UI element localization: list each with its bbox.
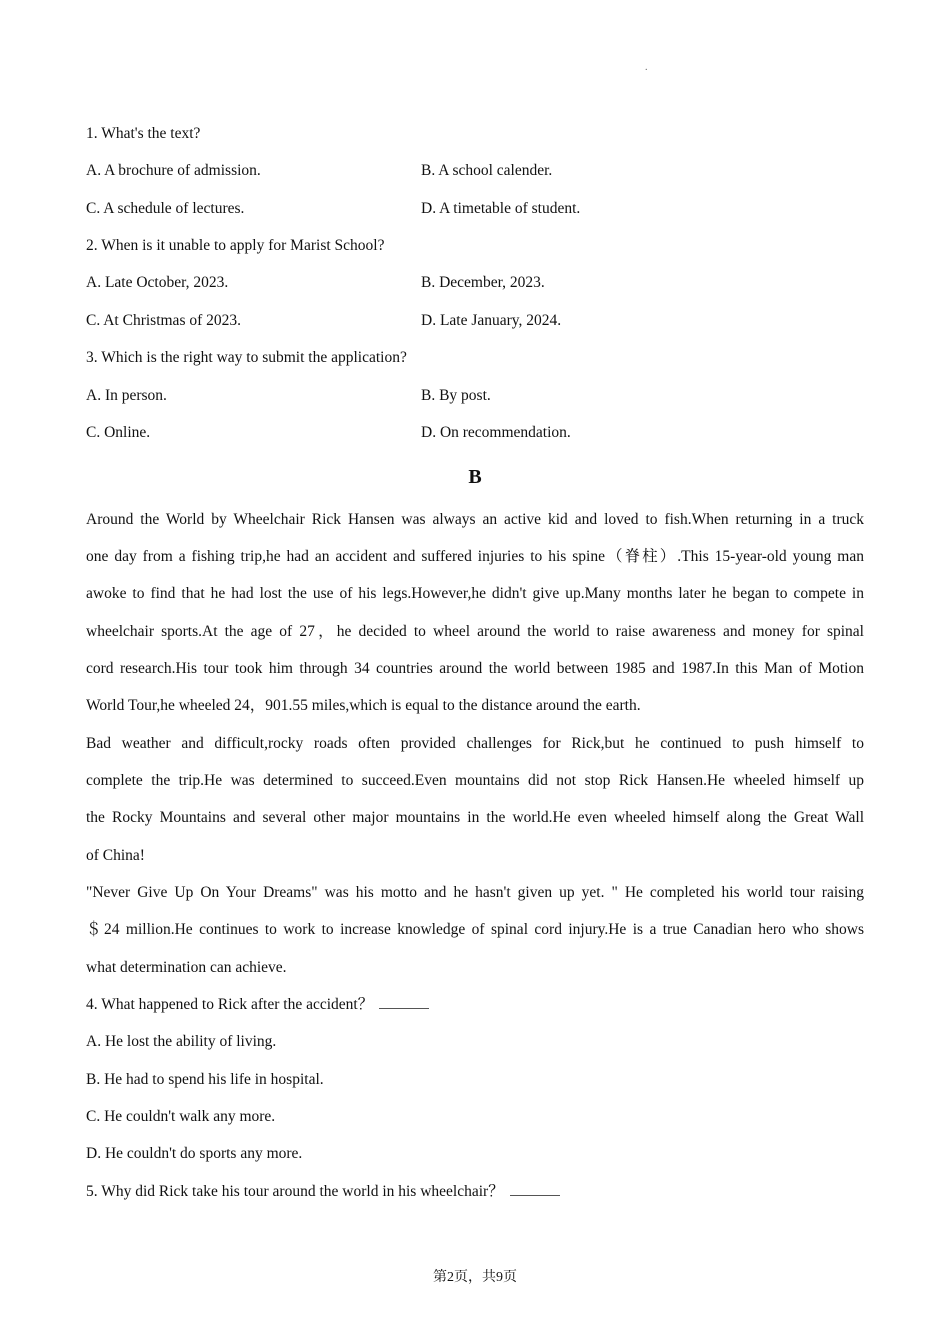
- passage-line: complete the trip.He was determined to succeed.Even mountains did not stop Rick Hansen.He wheeled himself up: [86, 772, 864, 789]
- passage-line: what determination can achieve.: [86, 959, 287, 976]
- question-2-option-d: D. Late January, 2024.: [421, 312, 562, 329]
- passage-line: the Rocky Mountains and several other major mountains in the world.He even wheeled himself along the Great Wall: [86, 809, 864, 826]
- question-3-option-c: C. Online.: [86, 424, 151, 441]
- question-3-option-d: D. On recommendation.: [421, 424, 571, 441]
- passage-line: of China!: [86, 847, 145, 864]
- passage-line: ＄24 million.He continues to work to increase knowledge of spinal cord injury.He is a true Canadian hero who shows: [86, 921, 864, 938]
- question-2-option-b: B. December, 2023.: [421, 274, 545, 291]
- question-4-option-c: C. He couldn't walk any more.: [86, 1108, 276, 1125]
- header-dot: .: [645, 62, 648, 73]
- question-4-stem: [86, 995, 429, 1015]
- question-3-stem: 3. Which is the right way to submit the application?: [86, 349, 407, 366]
- question-3-option-b: B. By post.: [421, 387, 491, 404]
- passage-line: awoke to find that he had lost the use of his legs.However,he didn't give up.Many months later he began to compete in: [86, 585, 864, 602]
- question-4-option-b: B. He had to spend his life in hospital.: [86, 1071, 324, 1088]
- answer-blank: [379, 996, 429, 1009]
- page-footer: 第2页，共9页: [433, 1270, 517, 1285]
- passage-line: Around the World by Wheelchair Rick Hansen was always an active kid and loved to fish.When returning in a truck: [86, 511, 864, 528]
- passage-line: one day from a fishing trip,he had an accident and suffered injuries to his spine（脊柱）.This 15-year-old young man: [86, 548, 864, 565]
- question-1-option-a: A. A brochure of admission.: [86, 162, 261, 179]
- question-1-option-b: B. A school calender.: [421, 162, 553, 179]
- question-2-stem: 2. When is it unable to apply for Marist School?: [86, 237, 385, 254]
- question-5-stem: [86, 1182, 560, 1202]
- question-5-text: 5. Why did Rick take his tour around the world in his wheelchair？: [86, 1183, 504, 1200]
- answer-blank: [510, 1183, 560, 1196]
- question-4-text: 4. What happened to Rick after the accident？: [86, 996, 374, 1013]
- question-1-stem: 1. What's the text?: [86, 125, 201, 142]
- section-b-title: B: [468, 466, 482, 488]
- question-3-option-a: A. In person.: [86, 387, 167, 404]
- question-1-option-d: D. A timetable of student.: [421, 200, 581, 217]
- passage-line: cord research.His tour took him through 34 countries around the world between 1985 and 1987.In this Man of Motion: [86, 660, 864, 677]
- question-4-option-d: D. He couldn't do sports any more.: [86, 1145, 303, 1162]
- question-4-option-a: A. He lost the ability of living.: [86, 1033, 277, 1050]
- passage-line: Bad weather and difficult,rocky roads often provided challenges for Rick,but he continued to push himself to: [86, 735, 864, 752]
- passage-line: "Never Give Up On Your Dreams" was his motto and he hasn't given up yet. " He completed his world tour raising: [86, 884, 864, 901]
- question-2-option-a: A. Late October, 2023.: [86, 274, 229, 291]
- passage-line: wheelchair sports.At the age of 27，he decided to wheel around the world to raise awareness and money for spinal: [86, 623, 864, 640]
- passage-line: World Tour,he wheeled 24，901.55 miles,which is equal to the distance around the earth.: [86, 697, 641, 714]
- question-1-option-c: C. A schedule of lectures.: [86, 200, 245, 217]
- question-2-option-c: C. At Christmas of 2023.: [86, 312, 242, 329]
